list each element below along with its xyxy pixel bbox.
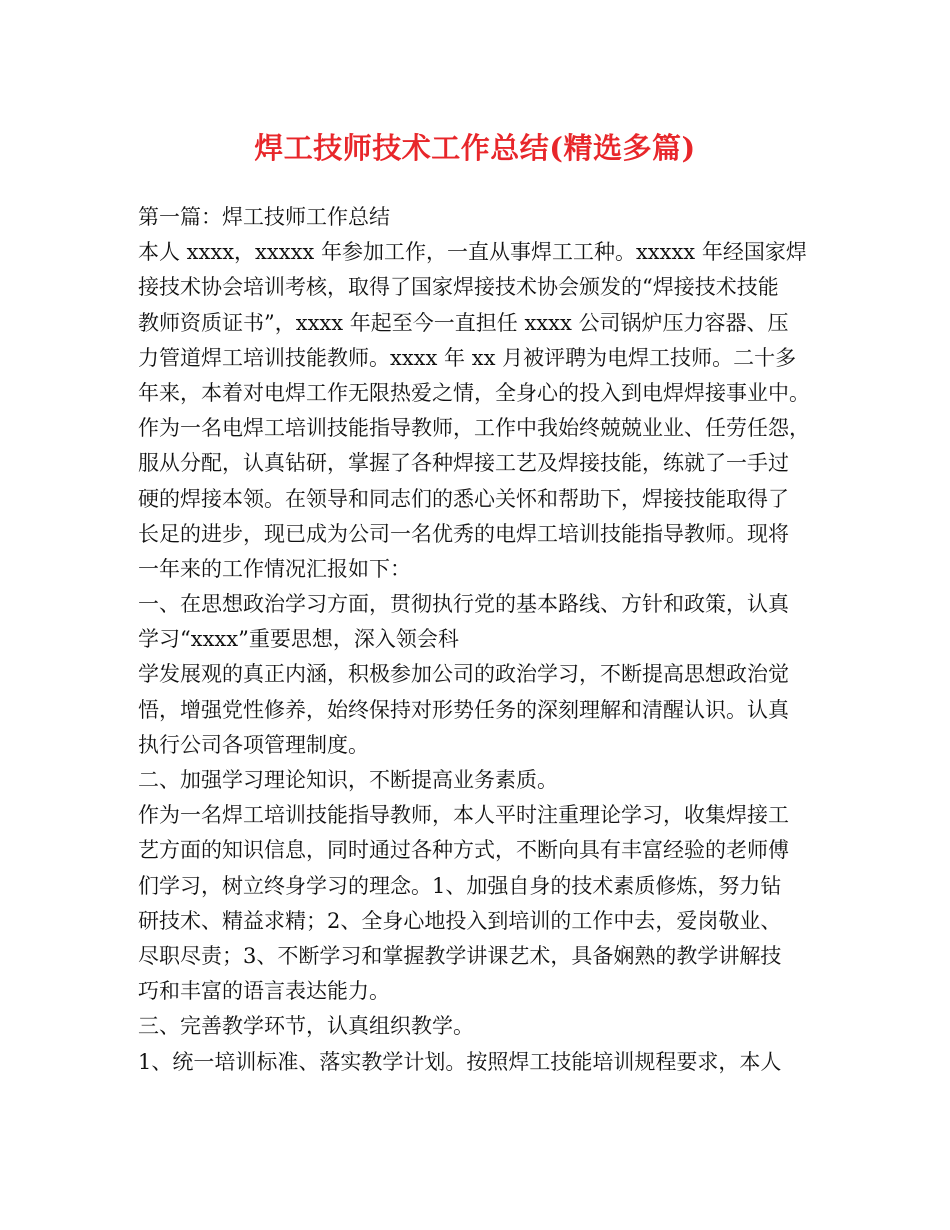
text-line: 巧和丰富的语言表达能力。 (138, 979, 390, 1004)
text-line: 一、在思想政治学习方面，贯彻执行党的基本路线、方针和政策，认真 (138, 592, 789, 617)
text-line: 一年来的工作情况汇报如下： (138, 556, 411, 581)
text-line: 力管道焊工培训技能教师。xxxx 年 xx 月被评聘为电焊工技师。二十多 (138, 345, 797, 370)
text-line: 尽职尽责；3、不断学习和掌握教学讲课艺术，具备娴熟的教学讲解技 (138, 943, 782, 968)
text-line: 第一篇：焊工技师工作总结 (138, 205, 390, 229)
text-line: 执行公司各项管理制度。 (138, 732, 369, 757)
text-line: 二、加强学习理论知识，不断提高业务素质。 (138, 768, 558, 792)
text-line: 们学习，树立终身学习的理念。1、加强自身的技术素质修炼，努力钻 (138, 873, 782, 898)
text-line: 硬的焊接本领。在领导和同志们的悉心关怀和帮助下，焊接技能取得了 (138, 486, 789, 511)
text-line: 教师资质证书”，xxxx 年起至今一直担任 xxxx 公司锅炉压力容器、压 (138, 310, 789, 335)
text-line: 研技术、精益求精；2、全身心地投入到培训的工作中去，爱岗敬业、 (138, 908, 782, 933)
text-line: 1、统一培训标准、落实教学计划。按照焊工技能培训规程要求，本人 (138, 1049, 782, 1074)
text-line: 作为一名电焊工培训技能指导教师，工作中我始终兢兢业业、任劳任怨， (138, 416, 810, 441)
text-line: 接技术协会培训考核，取得了国家焊接技术协会颁发的“焊接技术技能 (138, 275, 779, 300)
text-line: 服从分配，认真钻研，掌握了各种焊接工艺及焊接技能，练就了一手过 (138, 451, 789, 476)
document-title: 焊工技师技术工作总结(精选多篇) (254, 131, 696, 165)
text-line: 长足的进步，现已成为公司一名优秀的电焊工培训技能指导教师。现将 (138, 521, 789, 546)
text-line: 学发展观的真正内涵，积极参加公司的政治学习，不断提高思想政治觉 (138, 662, 789, 687)
text-line: 作为一名焊工培训技能指导教师，本人平时注重理论学习，收集焊接工 (138, 803, 789, 828)
text-line: 本人 xxxx，xxxxx 年参加工作，一直从事焊工工种。xxxxx 年经国家焊 (138, 240, 807, 265)
document-body (138, 200, 828, 1080)
text-line: 三、完善教学环节，认真组织教学。 (138, 1014, 474, 1039)
text-line: 年来，本着对电焊工作无限热爱之情，全身心的投入到电焊焊接事业中。 (138, 380, 810, 405)
text-line: 学习“xxxx”重要思想，深入领会科 (138, 627, 459, 652)
text-line: 艺方面的知识信息，同时通过各种方式，不断向具有丰富经验的老师傅 (138, 838, 789, 863)
text-line: 悟，增强党性修养，始终保持对形势任务的深刻理解和清醒认识。认真 (138, 697, 789, 722)
